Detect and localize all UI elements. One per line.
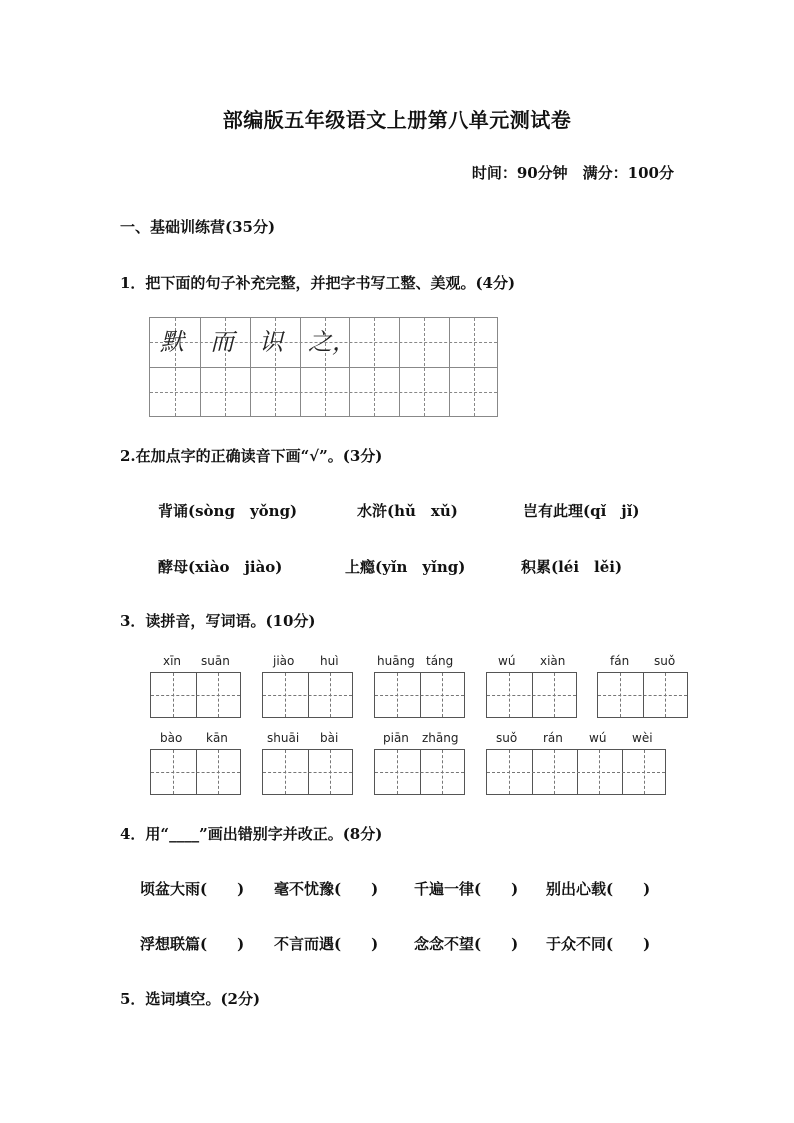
answer-box[interactable] bbox=[262, 672, 353, 718]
pinyin-label: wú bbox=[498, 654, 516, 668]
reading-item[interactable]: 岂有此理(qǐ jǐ) bbox=[523, 502, 640, 520]
answer-box[interactable] bbox=[150, 749, 241, 795]
pinyin-label: shuāi bbox=[267, 731, 300, 745]
answer-box[interactable] bbox=[486, 672, 577, 718]
question-4: 4．用“____”画出错别字并改正。(8分) bbox=[120, 825, 383, 843]
correction-item[interactable]: 顷盆大雨( ) bbox=[140, 880, 245, 898]
handwriting-char: 而 bbox=[210, 328, 234, 356]
pinyin-label: zhāng bbox=[422, 731, 459, 745]
pinyin-label: kān bbox=[206, 731, 228, 745]
correction-item[interactable]: 浮想联篇( ) bbox=[140, 935, 245, 953]
pinyin-label: suǒ bbox=[654, 654, 676, 668]
handwriting-char: 之， bbox=[308, 328, 356, 356]
reading-item[interactable]: 酵母(xiào jiào) bbox=[158, 558, 283, 576]
pinyin-label: táng bbox=[426, 654, 454, 668]
pinyin-label: suān bbox=[201, 654, 230, 668]
correction-item[interactable]: 于众不同( ) bbox=[546, 935, 651, 953]
pinyin-label: huāng bbox=[377, 654, 415, 668]
answer-box[interactable] bbox=[150, 672, 241, 718]
pinyin-label: jiào bbox=[273, 654, 295, 668]
page-title: 部编版五年级语文上册第八单元测试卷 bbox=[222, 108, 572, 132]
pinyin-label: piān bbox=[383, 731, 409, 745]
correction-item[interactable]: 毫不忧豫( ) bbox=[274, 880, 379, 898]
answer-box[interactable] bbox=[374, 672, 465, 718]
reading-item[interactable]: 积累(léi lěi) bbox=[521, 558, 623, 576]
question-3: 3．读拼音，写词语。(10分) bbox=[120, 612, 316, 630]
pinyin-label: wú bbox=[589, 731, 607, 745]
answer-box[interactable] bbox=[486, 749, 666, 795]
correction-item[interactable]: 不言而遇( ) bbox=[274, 935, 379, 953]
pinyin-label: fán bbox=[610, 654, 630, 668]
correction-item[interactable]: 别出心载( ) bbox=[546, 880, 651, 898]
reading-item[interactable]: 水浒(hǔ xǔ) bbox=[357, 502, 458, 520]
pinyin-label: huì bbox=[320, 654, 339, 668]
reading-item[interactable]: 背诵(sòng yǒng) bbox=[158, 502, 298, 520]
question-2: 2.在加点字的正确读音下画“√”。(3分) bbox=[120, 447, 383, 465]
question-5: 5．选词填空。(2分) bbox=[120, 990, 261, 1008]
handwriting-char: 识 bbox=[259, 328, 283, 356]
reading-item[interactable]: 上瘾(yǐn yǐng) bbox=[345, 558, 466, 576]
answer-box[interactable] bbox=[374, 749, 465, 795]
question-1: 1．把下面的句子补充完整，并把字书写工整、美观。(4分) bbox=[120, 274, 516, 292]
pinyin-label: wèi bbox=[632, 731, 653, 745]
section-heading: 一、基础训练营(35分) bbox=[120, 218, 276, 236]
answer-box[interactable] bbox=[597, 672, 688, 718]
pinyin-label: rán bbox=[543, 731, 563, 745]
time-info: 时间：90分钟 满分：100分 bbox=[471, 164, 674, 182]
correction-item[interactable]: 念念不望( ) bbox=[414, 935, 519, 953]
answer-box[interactable] bbox=[262, 749, 353, 795]
pinyin-label: xiàn bbox=[540, 654, 566, 668]
pinyin-label: bào bbox=[160, 731, 183, 745]
pinyin-label: xīn bbox=[163, 654, 182, 668]
pinyin-label: suǒ bbox=[496, 731, 518, 745]
pinyin-label: bài bbox=[320, 731, 339, 745]
correction-item[interactable]: 千遍一律( ) bbox=[414, 880, 519, 898]
handwriting-char: 默 bbox=[160, 328, 184, 356]
